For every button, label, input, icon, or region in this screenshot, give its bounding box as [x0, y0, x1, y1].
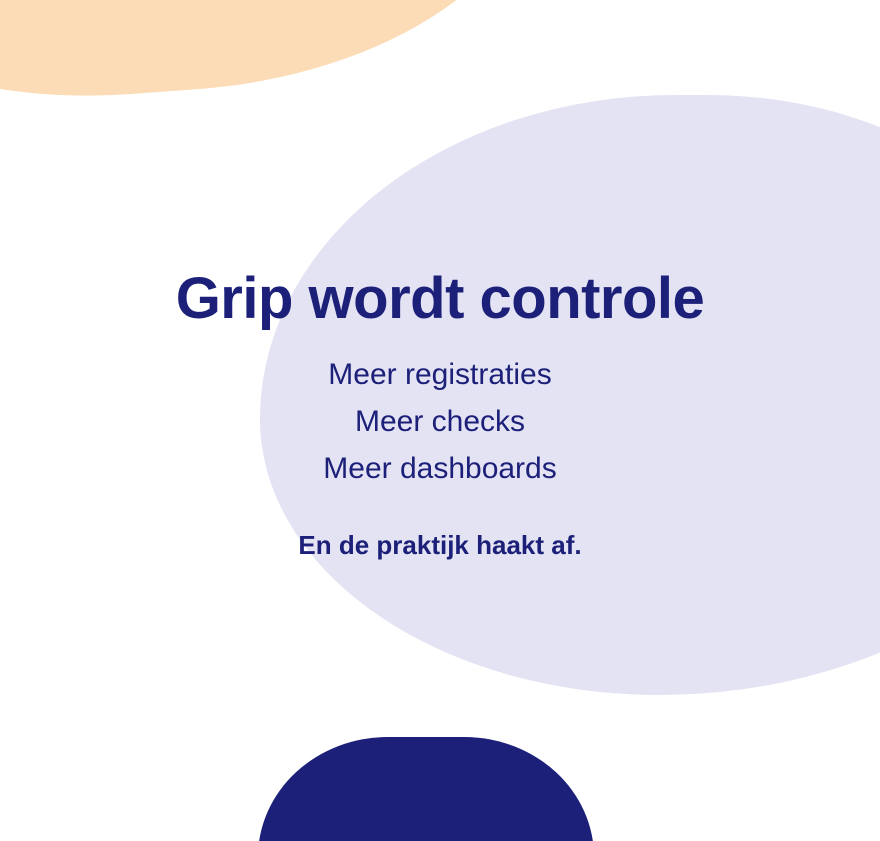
- bullet-item-3: Meer dashboards: [323, 452, 557, 486]
- slide-headline: Grip wordt controle: [175, 266, 705, 331]
- slide-kicker: En de praktijk haakt af.: [298, 529, 582, 560]
- slide-bullet-list: [323, 357, 556, 487]
- bullet-item-2: Meer checks: [354, 405, 526, 439]
- bullet-item-1: Meer registraties: [328, 357, 552, 391]
